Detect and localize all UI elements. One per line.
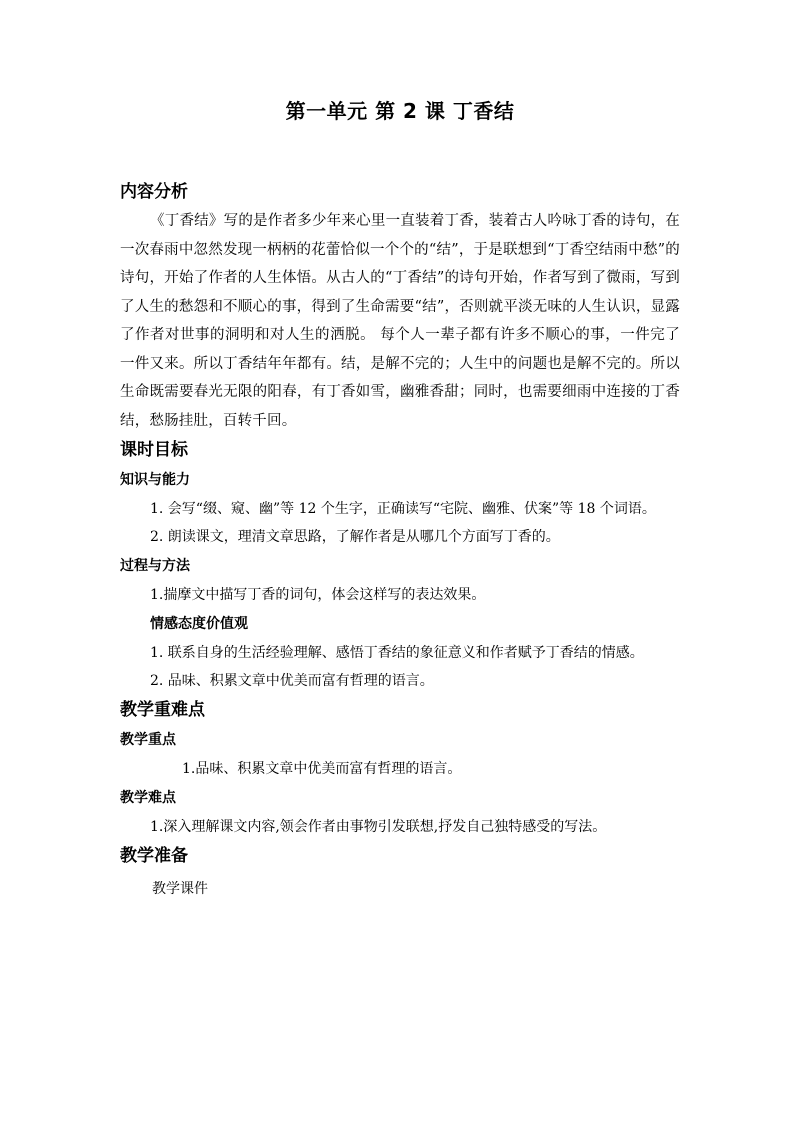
section-preparation <box>120 841 680 903</box>
preparation-item: 教学课件 <box>152 881 208 897</box>
subheading-teaching-focus: 教学重点 <box>120 732 176 748</box>
document-title: 第一单元 第 2 课 丁香结 <box>285 99 515 123</box>
knowledge-item-2: 2. 朗读课文，理清文章思路，了解作者是从哪几个方面写丁香的。 <box>150 529 560 545</box>
document-page <box>120 95 680 903</box>
subheading-emotion-values: 情感态度价值观 <box>150 616 248 632</box>
section-heading-key-points: 教学重难点 <box>120 700 205 720</box>
process-item-1: 1.揣摩文中描写丁香的词句，体会这样写的表达效果。 <box>150 587 486 603</box>
subheading-process-method: 过程与方法 <box>120 558 190 574</box>
section-heading-content-analysis: 内容分析 <box>120 182 188 202</box>
emotion-item-2: 2. 品味、积累文章中优美而富有哲理的语言。 <box>150 673 434 689</box>
section-content-analysis <box>120 177 680 435</box>
content-analysis-paragraph: 《丁香结》写的是作者多少年来心里一直装着丁香，装着古人吟咏丁香的诗句，在一次春雨中忽然发现一柄柄的花蕾恰似一个个的“结”，于是联想到“丁香空结雨中愁”的诗句，开始了作者的人生体悟。从古人的“丁香结”的诗句开始，作者写到了微雨，写到了人生的愁怨和不顺心的事，得到了生命需要“结”，否则就平淡无味的人生认识，显露了作者对世事的洞明和对人生的洒脱。 每个人一辈子都有许多不顺心的事，一件完了一件又来。所以丁香结年年都有。结，是解不完的；人生中的问题也是解不完的。所以生命既需要春光无限的阳春，有丁香如雪，幽雅香甜；同时，也需要细雨中连接的丁香结，愁肠挂肚，百转千回。 <box>120 213 680 429</box>
subheading-knowledge-ability: 知识与能力 <box>120 472 190 488</box>
teaching-difficulty-item: 1.深入理解课文内容,领会作者由事物引发联想,抒发自己独特感受的写法。 <box>150 819 607 835</box>
section-heading-lesson-goals: 课时目标 <box>120 440 188 460</box>
section-lesson-goals <box>120 435 680 695</box>
teaching-focus-item: 1.品味、积累文章中优美而富有哲理的语言。 <box>182 761 462 777</box>
section-key-points <box>120 695 680 841</box>
knowledge-item-1: 1. 会写“缀、窥、幽”等 12 个生字，正确读写“宅院、幽雅、伏案”等 18 个词语。 <box>150 501 656 517</box>
section-heading-preparation: 教学准备 <box>120 846 188 866</box>
subheading-teaching-difficulty: 教学难点 <box>120 790 176 806</box>
emotion-item-1: 1. 联系自身的生活经验理解、感悟丁香结的象征意义和作者赋予丁香结的情感。 <box>150 645 644 661</box>
